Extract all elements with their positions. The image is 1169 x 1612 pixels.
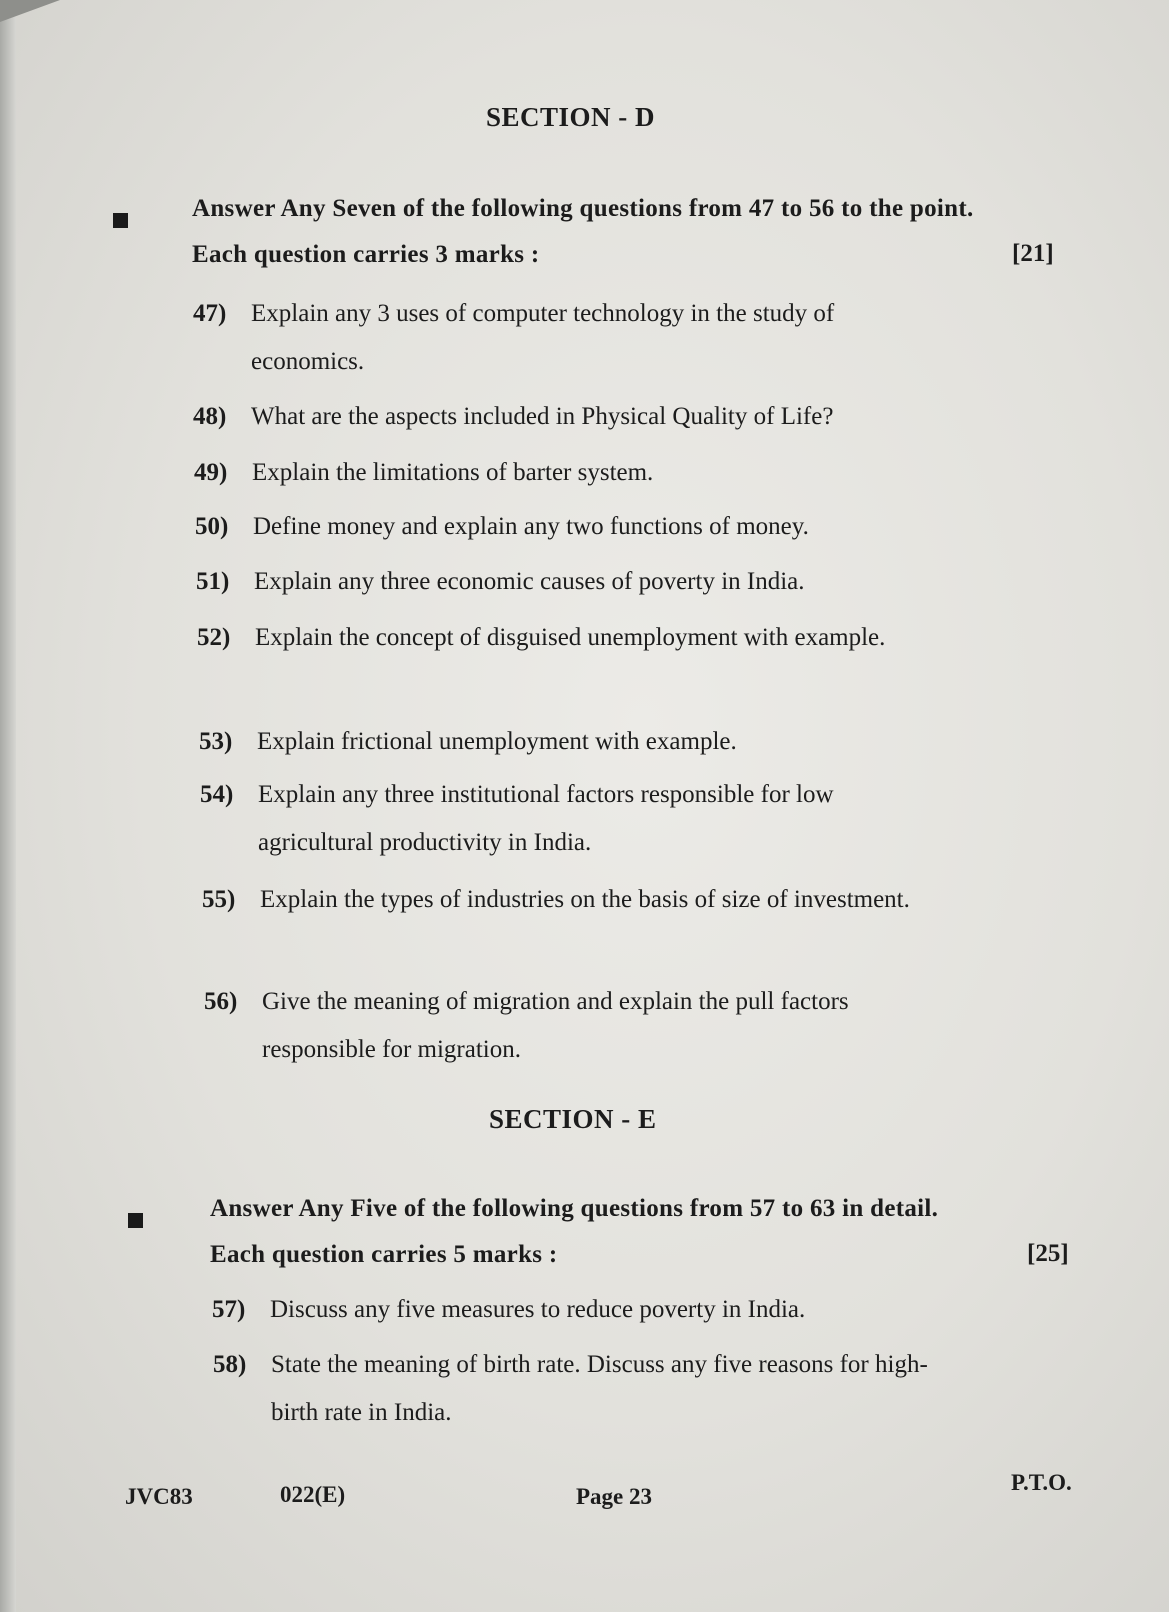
question-number: 48) [193,403,227,430]
question-text: Explain any 3 uses of computer technology in the study of economics. [251,300,835,375]
question-number: 53) [199,728,233,755]
page-corner [0,0,60,22]
question-text: What are the aspects included in Physical Quality of Life? [251,403,834,430]
footer-paper-code: 022(E) [280,1482,346,1507]
question-number: 55) [202,886,236,913]
page-edge-shadow [0,0,16,1612]
question-text: Explain the limitations of barter system. [252,459,654,486]
question-number: 52) [197,624,231,651]
question-number: 51) [196,568,230,595]
question-number: 58) [213,1351,247,1378]
question-text: Discuss any five measures to reduce poverty in India. [270,1296,806,1323]
question-text: Explain any three economic causes of poverty in India. [254,568,805,595]
question-number: 47) [193,300,227,327]
footer-code: JVC83 [125,1484,193,1509]
section-d-title: SECTION - D [486,102,656,132]
question-text: Explain frictional unemployment with example. [257,728,737,755]
section-e-marks: [25] [1027,1240,1069,1267]
section-d-marks: [21] [1012,240,1054,267]
question-54 [200,771,950,867]
question-48 [193,393,943,441]
question-text: Explain any three institutional factors responsible for low agricultural productivity in India. [258,781,834,856]
footer-pto: P.T.O. [1011,1470,1072,1495]
section-e-bullet-icon [128,1213,143,1228]
question-56 [204,978,954,1074]
question-number: 54) [200,781,234,808]
question-47 [193,290,943,386]
question-50 [195,503,945,551]
question-number: 56) [204,988,238,1015]
section-e-title: SECTION - E [489,1104,657,1134]
question-text: Explain the concept of disguised unemployment with example. [255,624,886,651]
question-text: Give the meaning of migration and explain the pull factors responsible for migration. [262,988,849,1063]
question-number: 57) [212,1296,246,1323]
section-e-instruction: Answer Any Five of the following questions from 57 to 63 in detail. Each question carries 5 marks : [210,1195,939,1268]
question-57 [212,1286,952,1334]
question-number: 50) [195,513,229,540]
question-53 [199,718,949,766]
question-55 [202,876,952,924]
question-52 [197,614,947,662]
question-number: 49) [194,459,228,486]
section-d-bullet-icon [113,213,128,228]
question-text: Define money and explain any two functions of money. [253,513,809,540]
question-51 [196,558,946,606]
section-d-instruction: Answer Any Seven of the following questions from 47 to 56 to the point. Each question carries 3 marks : [192,195,974,268]
question-text: State the meaning of birth rate. Discuss any five reasons for high-birth rate in India. [271,1351,928,1426]
footer-page-number: Page 23 [576,1484,653,1509]
question-58 [213,1341,953,1437]
question-text: Explain the types of industries on the basis of size of investment. [260,886,910,913]
question-49 [194,449,944,497]
